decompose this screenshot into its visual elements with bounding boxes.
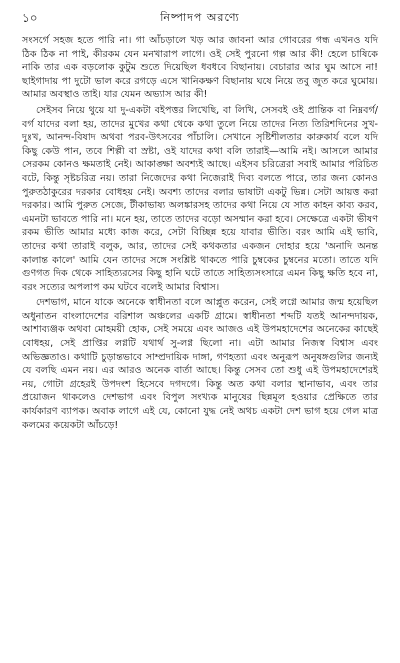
paragraph-1: সংসর্গে সহজ হতে পারি না। গা আঁচড়ালে খড় আর জাবনা আর গোবরের গন্ধ এখনও যদি ঠিক ঠিক না পাই, কীরকম যেন মনখারাপ লাগে। ওই সেই পুরনো গল্প আর কী! হেলে চাষিকে নাকি তার এক বড়লোক কুটুম শুতে দিয়েছিল ধবধবে বিছানায়। বেচারার আর ঘুম আসে না! ছাইগাদায় পা দুটো ভাল করে রগড়ে এসে খানিকক্ষণ বিছানায় ঘষে নিয়ে তবু জুত করে ঘুমোয়। আমার অবস্থাও তাই। যার যেমন অভ্যাস আর কী!	[22, 35, 378, 101]
page-header	[22, 10, 378, 26]
running-title: নিষ্পাদপ অরণ্যে	[160, 11, 240, 24]
paragraph-3: দেশভাগ, মানে যাকে অনেকে স্বাধীনতা বলে আপ্লুত করেন, সেই লগ্নে আমার জন্ম হয়েছিল অধুনাতন বাংলাদেশের বরিশাল অঞ্চলের একটি গ্রামে। স্বাধীনতা শব্দটি যতই আনন্দদায়ক, আশাব্যঞ্জক অথবা মোহময়ী হোক, সেই সময়ে এবং আজও এই উপমহাদেশের অনেকের কাছেই বোধহয়, সেই প্রাপ্তির লগ্নটি যথার্থ সু-লগ্ন ছিলো না। এটা আমার নিজস্ব বিশ্বাস এবং অভিজ্ঞতাও। কথাটি চুড়ান্তভাবে সাম্প্রদায়িক দাঙ্গা, গণহত্যা এবং অনুরূপ অনুষঙ্গগুলির জন্যই যে বলছি এমন নয়। এর আরও অনেক বার্তা আছে। কিন্তু সেসব তো শুধু এই উপমহাদেশেরই নয়, গোটা গ্রহেরই উপদংশ হিসেবে দগদগে। কিন্তু অত কথা বলার স্থানাভাব, এবং তার প্রয়োজন থাকলেও দেশভাগ এবং বিপুল সংখ্যক মানুষের ছিন্নমূল হওয়ার প্রেক্ষিতে তার কার্যকারণ ব্যাপক। অবাক লাগে এই যে, কোনো যুদ্ধ নেই অথচ একটা দেশ ভাগ হয়ে গেল মাত্র কলমের কয়েকটা আঁচড়ে!	[22, 297, 378, 431]
paragraph-2: সেইসব নিয়ে থুয়ে যা দু-একটা বইপত্তর লিখেছি, বা লিখি, সেসবই ওই প্রান্তিক বা নিম্নবর্গ/বর্গ যাদের বলা হয়, তাদের মুখের কথা থেকে কথা তুলে নিয়ে তাদের নিত্য তিরিশদিনের সুখ-দুঃখ, আনন্দ-বিষাদ অথবা পরব-উৎসবের পাঁচালি। সেখানে সৃষ্টিশীলতার কারুকার্য বলে যদি কিছু কেউ পান, তবে শিল্পী বা স্রষ্টা, ওই যাদের কথা বলি তারাই—আমি নই। আসলে আমার সেরকম কোনও ক্ষমতাই নেই। আকাঙ্ক্ষা অবশ্যই আছে। এইসব চরিত্রেরা সবাই আমার পরিচিত বটে, কিন্তু সৃষ্টচরিত্র নয়। তারা নিজেদের কথা নিজেরাই দিব্য বলতে পারে, তার জন্য কোনও পুরুতঠাকুরের দরকার বোধহয় নেই। অবশ্য তাদের বলার ভাষাটা একটু ভিন্ন। সেটা আয়ত্ত করা দরকার। আমি পুরুত সেজে, টীকাভাষ্য অলঙ্কারসহ তাদের কথা নিয়ে যে সাত কাহন কাব্য করব, এমনটা ভাবতে পারি না। মনে হয়, তাতে তাদের বড়ো অসম্মান করা হবে। সেক্ষেত্রে একটা ভীষণ রকম ভীতি আমার মধ্যে কাজ করে, সেটা বিচ্ছিন্ন হয়ে যাবার ভীতি। বরং আমি এই ভাবি, তাদের কথা তারাই বলুক, আর, তাদের সেই কথকতার একজন দোহার হয়ে 'অনাদি অনন্ত কালান্ত কালে' আমি যেন তাদের সঙ্গে সংশ্লিষ্ট থাকতে পারি চুম্বকের চুম্বনের মতো। তাতে যদি গুণগত দিক থেকে সাহিত্যরসের কিছু হানি ঘটে তাতে সাহিত্যসংসারে এমন কিছু ক্ষতি হবে না, বরং সত্যের অপলাপ কম ঘটবে বলেই আমার বিশ্বাস।	[22, 104, 378, 293]
page-body	[22, 34, 378, 432]
page-number: ১০	[22, 11, 38, 25]
